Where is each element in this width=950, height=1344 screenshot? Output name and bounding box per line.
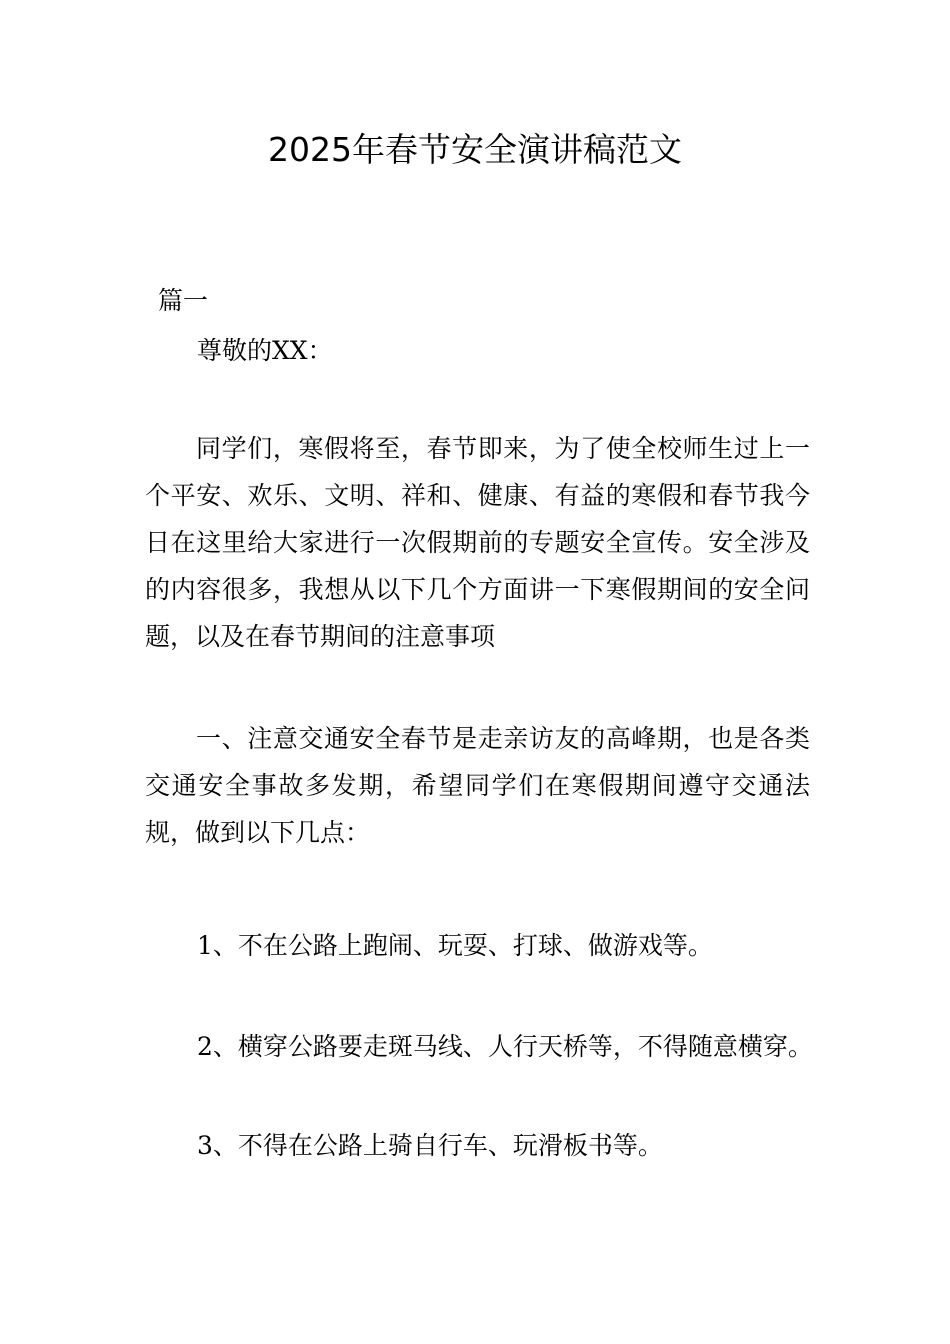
- paragraph-traffic-safety: 一、注意交通安全春节是走亲访友的高峰期，也是各类交通安全事故多发期，希望同学们在寒假期间遵守交通法规，做到以下几点：: [145, 724, 810, 847]
- paragraph-intro: 同学们，寒假将至，春节即来，为了使全校师生过上一个平安、欢乐、文明、祥和、健康、有益的寒假和春节我今日在这里给大家进行一次假期前的专题安全宣传。安全涉及的内容很多，我想从以下几个方面讲一下寒假期间的安全问题，以及在春节期间的注意事项: [145, 434, 810, 651]
- section-label: 篇一: [158, 286, 209, 315]
- list-item: 2、横穿公路要走斑马线、人行天桥等，不得随意横穿。: [197, 1032, 813, 1061]
- list-item: 3、不得在公路上骑自行车、玩滑板书等。: [197, 1131, 663, 1160]
- list-item: 1、不在公路上跑闹、玩耍、打球、做游戏等。: [197, 931, 713, 960]
- document-title: 2025年春节安全演讲稿范文: [268, 130, 682, 169]
- salutation: 尊敬的XX：: [197, 336, 333, 365]
